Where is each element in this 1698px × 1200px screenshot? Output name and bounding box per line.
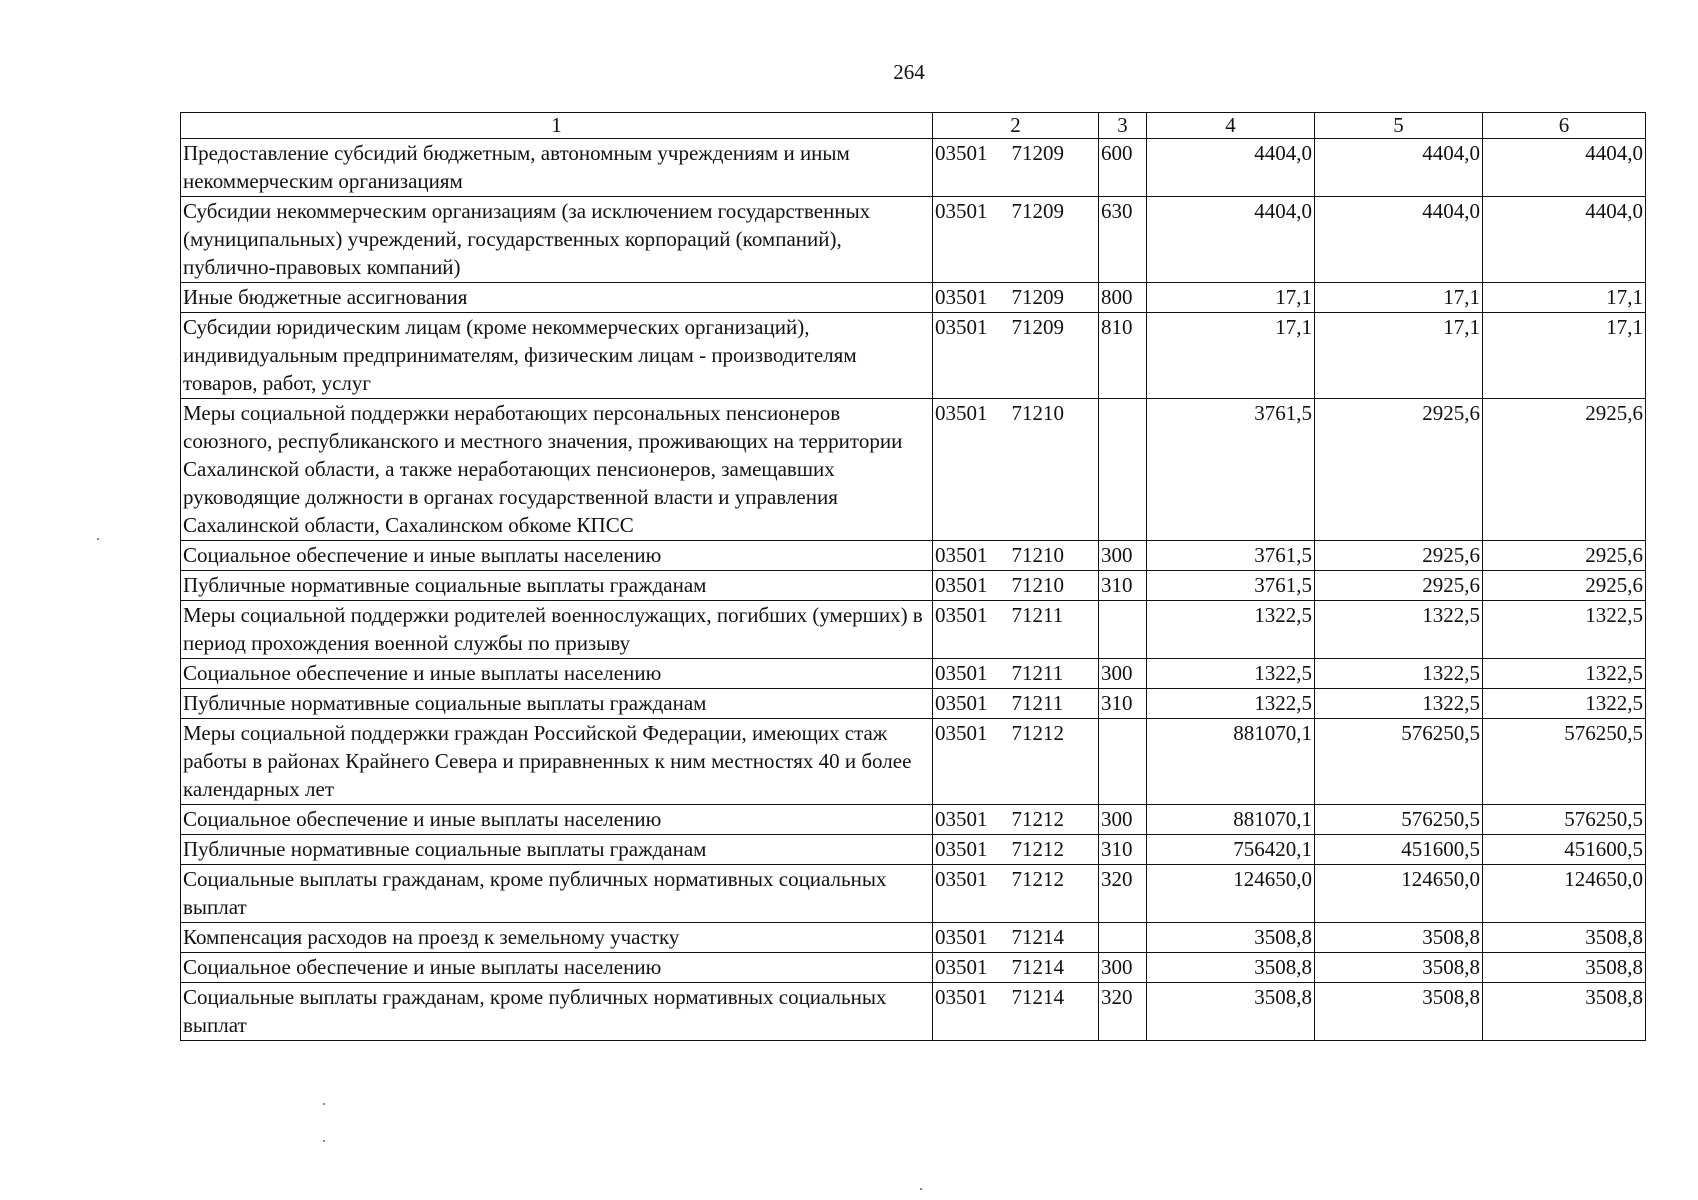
header-cell-4: 4 — [1147, 113, 1315, 139]
header-cell-2: 2 — [933, 113, 1099, 139]
row-value-v6: 2925,6 — [1483, 571, 1646, 601]
row-value-v5: 4404,0 — [1315, 139, 1483, 197]
row-value-v5: 2925,6 — [1315, 541, 1483, 571]
budget-table — [180, 112, 1646, 1041]
row-code-cell — [933, 571, 1099, 601]
row-value-v6: 124650,0 — [1483, 865, 1646, 923]
row-value-v4: 3508,8 — [1147, 923, 1315, 953]
table-row — [181, 805, 1646, 835]
table-row — [181, 689, 1646, 719]
header-cell-1: 1 — [181, 113, 933, 139]
row-value-v4: 17,1 — [1147, 283, 1315, 313]
table-row — [181, 283, 1646, 313]
table-row — [181, 571, 1646, 601]
row-type-cell — [1099, 399, 1147, 541]
code-section: 03501 — [935, 199, 988, 223]
row-value-v5: 3508,8 — [1315, 923, 1483, 953]
scan-speck — [323, 1140, 325, 1142]
table-row — [181, 659, 1646, 689]
row-code-cell — [933, 541, 1099, 571]
table-row — [181, 139, 1646, 197]
code-section: 03501 — [935, 925, 988, 949]
row-value-v4: 4404,0 — [1147, 139, 1315, 197]
row-name-cell: Социальное обеспечение и иные выплаты населению — [181, 659, 933, 689]
row-code-cell — [933, 805, 1099, 835]
row-value-v6: 4404,0 — [1483, 139, 1646, 197]
row-code-cell — [933, 139, 1099, 197]
header-cell-3: 3 — [1099, 113, 1147, 139]
row-code-cell — [933, 313, 1099, 399]
code-section: 03501 — [935, 807, 988, 831]
code-section: 03501 — [935, 837, 988, 861]
row-type-cell: 800 — [1099, 283, 1147, 313]
row-value-v4: 124650,0 — [1147, 865, 1315, 923]
code-target: 71214 — [1011, 955, 1064, 979]
row-name-cell: Меры социальной поддержки родителей военнослужащих, погибших (умерших) в период прохождения военной службы по призыву — [181, 601, 933, 659]
row-value-v6: 1322,5 — [1483, 689, 1646, 719]
code-section: 03501 — [935, 661, 988, 685]
row-type-cell: 810 — [1099, 313, 1147, 399]
row-type-cell — [1099, 601, 1147, 659]
row-value-v6: 1322,5 — [1483, 659, 1646, 689]
row-name-cell: Меры социальной поддержки неработающих персональных пенсионеров союзного, республиканского и местного значения, проживающих на территории Сахалинской области, а также неработающих пенсионеров, замещавших руководящие должности в органах государственной власти и управления Сахалинской области, Сахалинском обкоме КПСС — [181, 399, 933, 541]
row-name-cell: Компенсация расходов на проезд к земельному участку — [181, 923, 933, 953]
header-cell-6: 6 — [1483, 113, 1646, 139]
row-type-cell: 310 — [1099, 571, 1147, 601]
row-type-cell: 300 — [1099, 953, 1147, 983]
row-value-v5: 124650,0 — [1315, 865, 1483, 923]
row-type-cell: 300 — [1099, 659, 1147, 689]
code-target: 71209 — [1011, 285, 1064, 309]
row-value-v4: 756420,1 — [1147, 835, 1315, 865]
row-value-v5: 576250,5 — [1315, 719, 1483, 805]
code-target: 71212 — [1011, 837, 1064, 861]
table-row — [181, 601, 1646, 659]
code-target: 71212 — [1011, 807, 1064, 831]
row-type-cell: 320 — [1099, 865, 1147, 923]
row-name-cell: Предоставление субсидий бюджетным, автономным учреждениям и иным некоммерческим организациям — [181, 139, 933, 197]
table-row — [181, 197, 1646, 283]
code-section: 03501 — [935, 603, 988, 627]
row-name-cell: Социальное обеспечение и иные выплаты населению — [181, 541, 933, 571]
row-type-cell: 300 — [1099, 805, 1147, 835]
code-section: 03501 — [935, 141, 988, 165]
row-value-v6: 1322,5 — [1483, 601, 1646, 659]
row-value-v4: 881070,1 — [1147, 805, 1315, 835]
code-target: 71214 — [1011, 985, 1064, 1009]
row-code-cell — [933, 399, 1099, 541]
row-code-cell — [933, 953, 1099, 983]
row-value-v6: 451600,5 — [1483, 835, 1646, 865]
row-code-cell — [933, 865, 1099, 923]
row-value-v5: 451600,5 — [1315, 835, 1483, 865]
code-target: 71211 — [1011, 691, 1064, 715]
row-value-v6: 17,1 — [1483, 283, 1646, 313]
row-value-v4: 3508,8 — [1147, 953, 1315, 983]
row-value-v5: 4404,0 — [1315, 197, 1483, 283]
row-name-cell: Публичные нормативные социальные выплаты гражданам — [181, 689, 933, 719]
table-body — [181, 139, 1646, 1041]
row-type-cell: 310 — [1099, 835, 1147, 865]
code-target: 71209 — [1011, 315, 1064, 339]
row-value-v5: 1322,5 — [1315, 689, 1483, 719]
header-row — [181, 113, 1646, 139]
row-value-v6: 2925,6 — [1483, 541, 1646, 571]
row-name-cell: Субсидии некоммерческим организациям (за исключением государственных (муниципальных) учреждений, государственных корпораций (компаний), публично-правовых компаний) — [181, 197, 933, 283]
row-type-cell: 320 — [1099, 983, 1147, 1041]
code-target: 71211 — [1011, 661, 1064, 685]
row-value-v6: 3508,8 — [1483, 983, 1646, 1041]
code-section: 03501 — [935, 401, 988, 425]
row-value-v5: 1322,5 — [1315, 659, 1483, 689]
row-value-v4: 1322,5 — [1147, 689, 1315, 719]
row-code-cell — [933, 197, 1099, 283]
code-target: 71209 — [1011, 199, 1064, 223]
row-value-v6: 3508,8 — [1483, 923, 1646, 953]
code-section: 03501 — [935, 543, 988, 567]
row-value-v6: 2925,6 — [1483, 399, 1646, 541]
row-value-v5: 3508,8 — [1315, 983, 1483, 1041]
table-row — [181, 313, 1646, 399]
scan-speck — [920, 1188, 922, 1190]
row-value-v4: 1322,5 — [1147, 659, 1315, 689]
row-name-cell: Социальные выплаты гражданам, кроме публичных нормативных социальных выплат — [181, 983, 933, 1041]
row-value-v5: 17,1 — [1315, 313, 1483, 399]
row-code-cell — [933, 689, 1099, 719]
row-value-v6: 576250,5 — [1483, 719, 1646, 805]
row-value-v5: 1322,5 — [1315, 601, 1483, 659]
code-target: 71212 — [1011, 721, 1064, 745]
row-name-cell: Социальные выплаты гражданам, кроме публичных нормативных социальных выплат — [181, 865, 933, 923]
row-value-v5: 2925,6 — [1315, 399, 1483, 541]
row-type-cell: 630 — [1099, 197, 1147, 283]
row-code-cell — [933, 719, 1099, 805]
row-name-cell: Меры социальной поддержки граждан Российской Федерации, имеющих стаж работы в районах Крайнего Севера и приравненных к ним местностях 40 и более календарных лет — [181, 719, 933, 805]
row-value-v5: 3508,8 — [1315, 953, 1483, 983]
code-target: 71210 — [1011, 573, 1064, 597]
table-row — [181, 835, 1646, 865]
row-code-cell — [933, 283, 1099, 313]
row-value-v4: 17,1 — [1147, 313, 1315, 399]
row-value-v6: 4404,0 — [1483, 197, 1646, 283]
row-value-v4: 881070,1 — [1147, 719, 1315, 805]
table-row — [181, 983, 1646, 1041]
row-name-cell: Публичные нормативные социальные выплаты гражданам — [181, 835, 933, 865]
code-section: 03501 — [935, 315, 988, 339]
row-code-cell — [933, 923, 1099, 953]
table-row — [181, 923, 1646, 953]
row-value-v4: 1322,5 — [1147, 601, 1315, 659]
row-name-cell: Социальное обеспечение и иные выплаты населению — [181, 953, 933, 983]
row-value-v6: 576250,5 — [1483, 805, 1646, 835]
code-target: 71210 — [1011, 543, 1064, 567]
code-target: 71211 — [1011, 603, 1064, 627]
row-name-cell: Социальное обеспечение и иные выплаты населению — [181, 805, 933, 835]
row-name-cell: Иные бюджетные ассигнования — [181, 283, 933, 313]
scan-speck — [97, 538, 99, 540]
code-section: 03501 — [935, 867, 988, 891]
row-type-cell — [1099, 923, 1147, 953]
row-value-v6: 3508,8 — [1483, 953, 1646, 983]
row-value-v4: 3508,8 — [1147, 983, 1315, 1041]
table-row — [181, 399, 1646, 541]
row-name-cell: Субсидии юридическим лицам (кроме некоммерческих организаций), индивидуальным предпринимателям, физическим лицам - производителям товаров, работ, услуг — [181, 313, 933, 399]
scan-speck — [323, 1103, 325, 1105]
code-section: 03501 — [935, 285, 988, 309]
row-code-cell — [933, 601, 1099, 659]
row-name-cell: Публичные нормативные социальные выплаты гражданам — [181, 571, 933, 601]
row-code-cell — [933, 659, 1099, 689]
table-row — [181, 865, 1646, 923]
code-section: 03501 — [935, 691, 988, 715]
code-target: 71209 — [1011, 141, 1064, 165]
row-value-v4: 3761,5 — [1147, 541, 1315, 571]
code-section: 03501 — [935, 955, 988, 979]
table-header — [181, 113, 1646, 139]
row-value-v4: 4404,0 — [1147, 197, 1315, 283]
code-target: 71210 — [1011, 401, 1064, 425]
code-section: 03501 — [935, 721, 988, 745]
row-value-v4: 3761,5 — [1147, 399, 1315, 541]
row-type-cell: 600 — [1099, 139, 1147, 197]
row-type-cell: 300 — [1099, 541, 1147, 571]
row-type-cell: 310 — [1099, 689, 1147, 719]
table-row — [181, 719, 1646, 805]
row-code-cell — [933, 835, 1099, 865]
page-number: 264 — [893, 60, 925, 84]
row-value-v6: 17,1 — [1483, 313, 1646, 399]
row-value-v5: 2925,6 — [1315, 571, 1483, 601]
header-cell-5: 5 — [1315, 113, 1483, 139]
row-value-v5: 576250,5 — [1315, 805, 1483, 835]
code-target: 71214 — [1011, 925, 1064, 949]
row-type-cell — [1099, 719, 1147, 805]
code-target: 71212 — [1011, 867, 1064, 891]
code-section: 03501 — [935, 985, 988, 1009]
row-value-v5: 17,1 — [1315, 283, 1483, 313]
row-value-v4: 3761,5 — [1147, 571, 1315, 601]
table-row — [181, 953, 1646, 983]
table-row — [181, 541, 1646, 571]
code-section: 03501 — [935, 573, 988, 597]
row-code-cell — [933, 983, 1099, 1041]
